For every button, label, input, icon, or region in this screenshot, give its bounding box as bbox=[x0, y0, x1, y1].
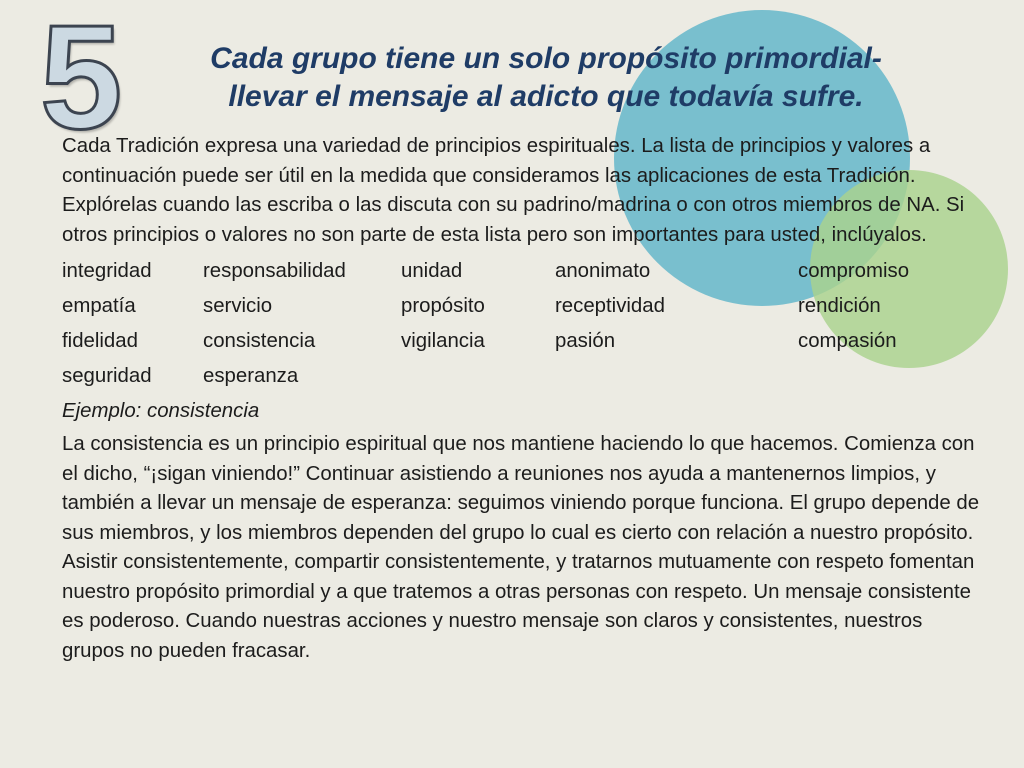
example-label: Ejemplo: consistencia bbox=[62, 400, 260, 422]
value-item: empatía bbox=[62, 295, 136, 317]
title-line-2: llevar el mensaje al adicto que todavía sufre. bbox=[228, 80, 864, 113]
slide-number: 5 bbox=[40, 0, 123, 160]
slide-title bbox=[136, 40, 956, 116]
value-item: fidelidad bbox=[62, 330, 138, 352]
value-item: rendición bbox=[798, 295, 881, 317]
value-item: propósito bbox=[401, 295, 485, 317]
value-item: pasión bbox=[555, 330, 616, 352]
value-item: consistencia bbox=[203, 330, 316, 352]
value-item bbox=[798, 359, 982, 394]
slide-body bbox=[62, 132, 982, 666]
value-item: receptividad bbox=[555, 295, 665, 317]
value-item: seguridad bbox=[62, 365, 152, 387]
value-item: vigilancia bbox=[401, 330, 485, 352]
value-item: compromiso bbox=[798, 260, 910, 282]
value-item: compasión bbox=[798, 330, 897, 352]
value-item: unidad bbox=[401, 260, 463, 282]
intro-paragraph: Cada Tradición expresa una variedad de principios espirituales. La lista de principios y valores a continuación puede ser útil en la medida que consideramos las aplicaciones de esta Tradición. Explórelas cuando las escriba o las discuta con su padrino/madrina o con otros miembros de NA. Si otros principios o valores no son parte de esta lista pero son importantes para usted, inclúyalos. bbox=[62, 135, 965, 246]
value-item: anonimato bbox=[555, 260, 651, 282]
value-item: esperanza bbox=[203, 365, 299, 387]
value-item: servicio bbox=[203, 295, 273, 317]
values-grid bbox=[62, 254, 982, 394]
title-line-1: Cada grupo tiene un solo propósito primordial- bbox=[210, 42, 882, 75]
value-item: responsabilidad bbox=[203, 260, 346, 282]
value-item bbox=[401, 359, 555, 394]
value-item bbox=[555, 359, 798, 394]
example-paragraph: La consistencia es un principio espiritual que nos mantiene haciendo lo que hacemos. Comienza con el dicho, “¡sigan viniendo!” Continuar asistiendo a reuniones nos ayuda a mantenernos limpios, y también a llevar un mensaje de esperanza: seguimos viniendo porque funciona. El grupo depende de sus miembros, y los miembros dependen del grupo lo cual es cierto con relación a nuestro propósito. Asistir consistentemente, compartir consistentemente, y tratarnos mutuamente con respeto fomentan nuestro propósito primordial y a que tratemos a otras personas con respeto. Un mensaje consistente es poderoso. Cuando nuestras acciones y nuestro mensaje son claros y consistentes, nuestros grupos no pueden fracasar. bbox=[62, 433, 980, 662]
value-item: integridad bbox=[62, 260, 152, 282]
